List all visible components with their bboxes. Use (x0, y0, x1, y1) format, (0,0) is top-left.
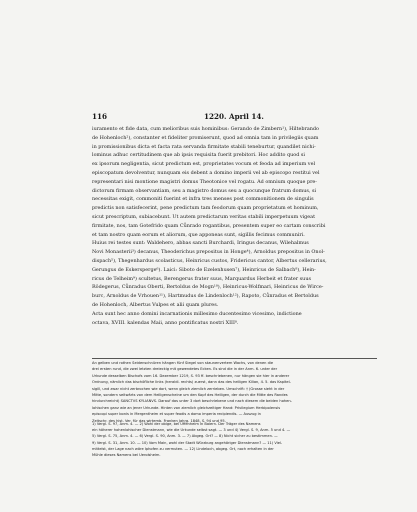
text-line: dictorum firmam observantiam, seu a magistro domus seu a quocunque fratrum domus, si (92, 187, 317, 194)
seal-description (92, 360, 377, 424)
text-line: representari nisi montione magistri domus Theotonice vel rogatu. Ad omnium quoque pre- (92, 178, 317, 185)
footnote-line: Mühle dieses Namens bei Uerolsheim. (92, 453, 161, 458)
comment-line: Urkunde desselben Bischofs vom 16. Dezember 1219, S. 93 ff. beschriebenen, nur hängen sie hier in anderer (92, 373, 290, 378)
page-header (92, 112, 377, 122)
comment-line: Mitte, sondern seitwärts von dem Heiligenscheine um den Kopf des Heiligen, der durch die Mitte des Randes (92, 393, 288, 398)
footnote-line: 1) Vergl. S. 97, Anm. 4. — 2) Wohl der obige, bei Uffenheim in Baiern. Der Träger des Namens (92, 422, 261, 426)
text-line: dispach⁵), Thegenhardus scolasticus, Heinricus custos, Fridericus cantor, Albertus cellerarius, (92, 257, 327, 264)
text-line: lominus adhuc certitudinem que ab ipsis requisita fuerit prebitori. Hoc addito quod si (92, 152, 305, 159)
comment-line: An gelben und rothen Seidenschnüren hängen fünf Siegel von staunenvertem Wachs, von denen die (92, 361, 274, 365)
comment-line: Zeitschr. des hist. Ver. für das wirtemb. Franken Jahrg. 1848, S. 94 und 95. (92, 418, 226, 423)
footnote-line: ein höherer hohenlohischer Dienstmann, wie die Urkunde selbst sagt. — 3 und 4) Vergl. S. 9, Anm. 5 und 4. — (92, 428, 291, 433)
text-line: firmitate, nos, tam Gotefrido quam Cůnrado rogantibus, presentem super eo cartam conscribi (92, 222, 326, 229)
charter-text (92, 125, 377, 327)
comment-line: drei ersten rund, die zwei letzten dreieckig mit gewendetes Ecken. Es sind die in der Anm. 6. unter der (92, 367, 278, 372)
text-line: ricus de Telheim⁹) scultetus, Berengerus frater suus, Marquardus Herbeit et frater suus (92, 275, 311, 282)
text-line: burc, Arnoldus de Vrhouen¹¹), Hartmudus de Lindenloch¹²), Rapoto, Cůnradus et Bertoldus (92, 293, 319, 300)
text-line: ex ipsorum negligentia, sicut predictum est, proprietates vocum et feoda ad imperium vel (92, 161, 316, 168)
comment-line: sigill, und zwar nicht zerbrochen wie dort, wenn gleich ziemlich zerrieben. Umschrift: † (Grosse sieht in der (92, 386, 285, 391)
footnote-line: mittelst, der Lage nach wäre Iphofen zu vermuten. — 12) Lindeloch, abgeg. Ort, noch erhalten in der (92, 446, 274, 451)
page-number: 116 (92, 112, 108, 121)
text-line: octava, XVIII. kalendas Maii, anno pontificatus nostri XIII⁰. (92, 319, 239, 326)
comment-line: lohischen ganz wie an jener Urkunde. Hinten von ziemlich gleichzeitiger Hand: Privilegium Herbipolensis (92, 405, 281, 410)
text-line: Novi Monasterii³) decanus, Theoderichus prepositus in Honge⁴), Arnoldus prepositus in Onol- (92, 249, 325, 256)
text-line: necessitas exigit, commoniti fuerint et infra tres menses post commonitionem de singulis (92, 196, 314, 203)
text-line: Acta sunt hec anno domini incarnationis millesimo ducentesimo vicesimo, indictione (92, 310, 302, 317)
text-line: in promissionibus dicta et facta rata servanda firmitate stabili teneburtur, quandilet nichi- (92, 143, 316, 150)
text-line: de Hohenloch, Albertus Vulpes et alii quam plures. (92, 301, 219, 308)
footnote-line: 9) Vergl. S. 31, Anm. 10. — 10) Vom Main, wohl der Stadt Würzburg angehöriger Dienstmann? — 11) Viel- (92, 440, 283, 445)
text-line: de Hohenloch²), constanter et fideliter promiserunt, quod ad omnia tam in privilegiis quam (92, 134, 319, 141)
footnote-line: 5) Vergl. S. 75, Anm. 4. — 6) Vergl. S. 90, Anm. 3. — 7) Abgeg. Ort? — 8) Nicht sicher zu bestimmen. — (92, 434, 278, 439)
comment-line: hindurchreicht) SANCTVS KYLIANVS. Darauf das unter 3 dort beschriebene und nach diesem die beiden hohen- (92, 399, 292, 404)
text-line: episcopatum devolventur, nunquam eis debent a domino imperii vel ab episcopo restitui vel (92, 169, 320, 176)
footnotes (92, 421, 377, 458)
text-line: Huius rei testes sunt: Waldehero, abbas sancti Burchardi, Iringus decanus, Wilehalmus (92, 240, 309, 247)
text-line: Rŏdegerus, Cůnradus Oberti, Bertoldus de Mogn¹⁰), Heinricus-Wolfmari, Heinricus de Wirce- (92, 284, 324, 291)
divider (92, 358, 377, 359)
text-line: Gerungus de Eskersperge⁶). Laici: Siboto de Ezelenhusen⁷), Heinricus de Salbach⁸), Hein- (92, 266, 316, 273)
text-line: et tam nostro quam eorum et aliorum, que apponeas sunt, sigillis fecimus communiri. (92, 231, 305, 238)
text-line: sicut prescriptum, subiacebunt. Ut autem predictarum veritas stabili imperpetuum vigeat (92, 213, 316, 220)
text-line: predictis non satisfecerint, pene predictum tam feodorum quam proprietatum et hominum, (92, 205, 319, 212)
text-line: iuramento et fide data, cum melioribus suis hominibus: Gerando de Zimbern¹), Hiltebrando (92, 126, 319, 132)
comment-line: Ordnung, nämlich das bischöfliche links (heraldi. rechts) zuerst, dann das des heiligen Kilian, 4. 5. das Kapitel- (92, 380, 291, 385)
header-date: 1220. April 14. (204, 112, 264, 121)
comment-line: episcopi super bonis in Mergentheim et super feodis a domo imperia recipiendis. — Auszug in (92, 412, 261, 417)
